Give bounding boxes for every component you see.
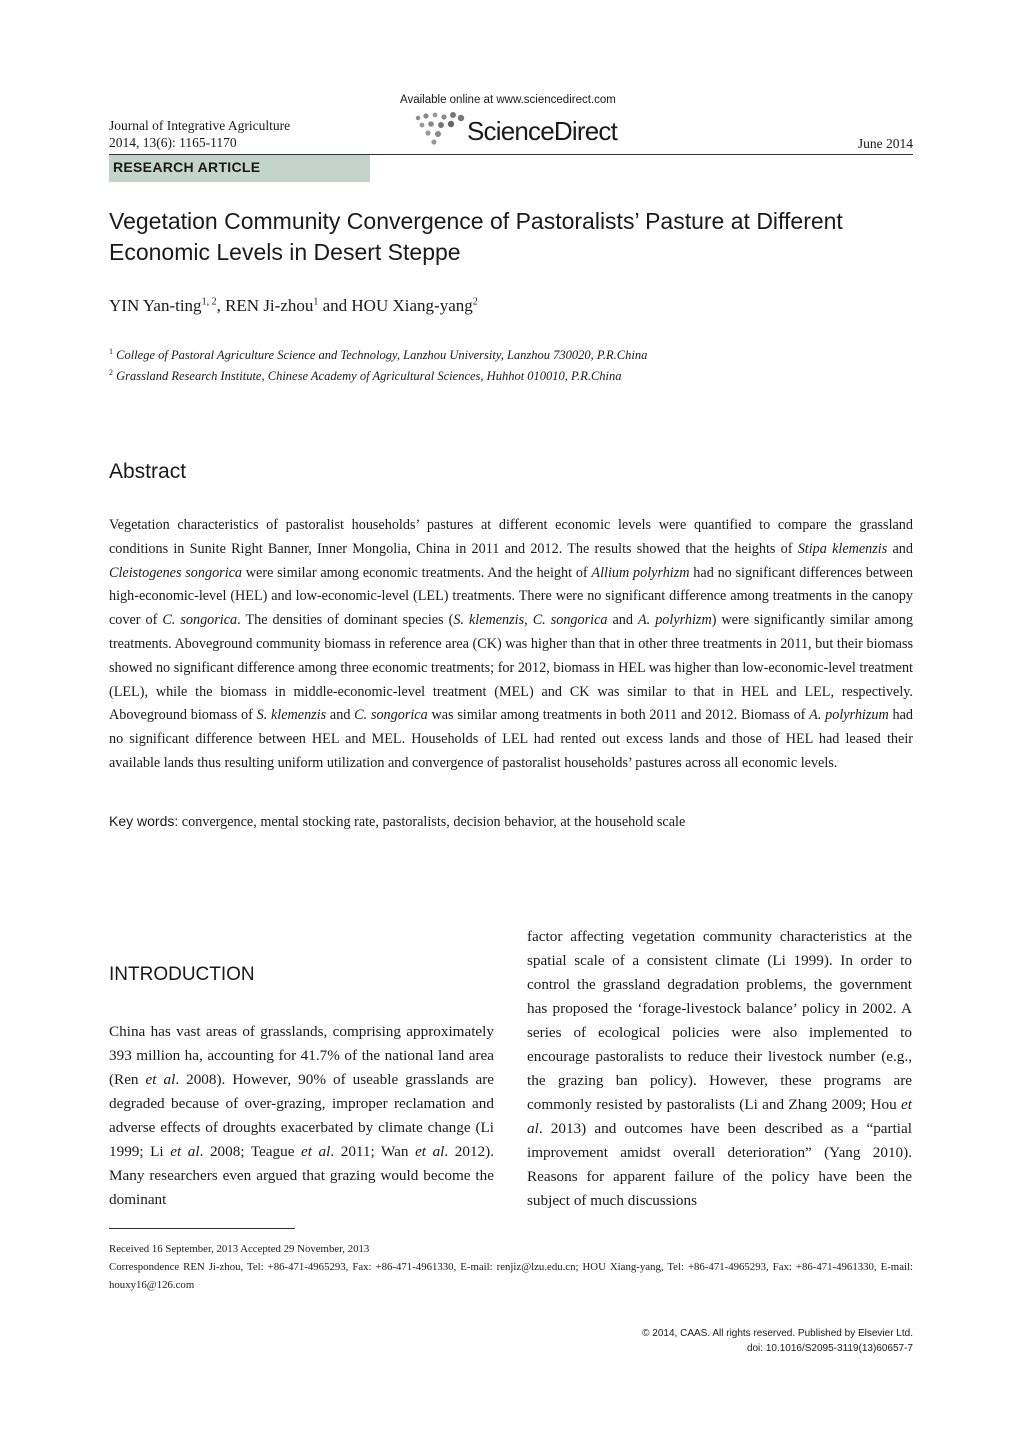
- species-name: C. songorica: [162, 612, 238, 629]
- body-text: factor affecting vegetation community characteristics at the spatial scale of a consistent climate (Li 1999). In order to control the grassland degradation problems, the government has proposed the ‘forage-livestock balance’ policy in 2002. A series of ecological policies were also implemented to encourage pastoralists to reduce their livestock number (e.g., the grazing ban policy). However, these programs are commonly resisted by pastoralists (Li and Zhang 2009; Hou: [527, 928, 912, 1113]
- abstract-paragraph: [109, 514, 913, 776]
- affiliation-text: Grassland Research Institute, Chinese Academy of Agricultural Sciences, Huhhot 010010, P.R.China: [116, 369, 622, 384]
- correspondence-info: Correspondence REN Ji-zhou, Tel: +86-471-4965293, Fax: +86-471-4961330, E-mail: renjiz@lzu.edu.cn; HOU Xiang-yang, Tel: +86-471-4965293, Fax: +86-471-4961330, E-mail: houxy16@126.com: [109, 1261, 913, 1291]
- affiliation-text: College of Pastoral Agriculture Science and Technology, Lanzhou University, Lanzhou 730020, P.R.China: [116, 348, 648, 363]
- keywords: [109, 813, 913, 831]
- author-name: YIN Yan-ting: [109, 296, 202, 315]
- body-text: . 2008; Teague: [199, 1143, 302, 1160]
- body-text: . 2013) and outcomes have been described as a “partial improvement amidst overall deterioration” (Yang 2010). Reasons for apparent failure of the policy have been the subject of much discussions: [527, 1120, 912, 1209]
- sciencedirect-logo: [413, 112, 628, 148]
- article-title: Vegetation Community Convergence of Pastoralists’ Pasture at Different Economic Levels in Desert Steppe: [109, 208, 843, 265]
- received-dates: Received 16 September, 2013 Accepted 29 November, 2013: [109, 1243, 370, 1255]
- author-separator: ,: [216, 296, 226, 315]
- species-name: S. klemenzis: [256, 707, 327, 724]
- species-name: C. songorica: [354, 707, 428, 724]
- body-paragraph: [527, 925, 912, 1213]
- author-conjunction: and: [318, 296, 352, 315]
- affiliation: [109, 347, 647, 363]
- body-column-left: [109, 1020, 494, 1212]
- abstract-text: ) were significantly similar among treatments. Aboveground community biomass in reference area (CK) was higher than that in other three treatments in 2011, but their biomass showed no significant difference among three economic treatments; for 2012, biomass in HEL was higher than low-economic-level treatment (LEL), while the biomass in middle-economic-level treatment (MEL) and CK was similar to that in HEL and LEL, respectively. Aboveground biomass of: [109, 612, 913, 724]
- abstract-text: and: [887, 540, 913, 557]
- citation-etal: et al: [145, 1071, 176, 1088]
- body-text: . 2012). Many researchers even argued that grazing would become the dominant: [109, 1143, 494, 1208]
- journal-volume: 2014, 13(6): 1165-1170: [109, 135, 237, 150]
- article-type-banner: [109, 155, 370, 182]
- species-name: A. polyrhizm: [637, 612, 712, 629]
- body-text: China has vast areas of grasslands, comprising approximately 393 million ha, accounting for 41.7% of the national land area (Ren: [109, 1023, 494, 1088]
- introduction-heading: INTRODUCTION: [109, 964, 255, 985]
- affiliation-mark: 2: [109, 368, 113, 377]
- journal-name: Journal of Integrative Agriculture: [109, 118, 291, 133]
- abstract-text: Vegetation characteristics of pastoralist households’ pastures at different economic levels were quantified to compare the grassland conditions in Sunite Right Banner, Inner Mongolia, China in 2011 and 2012. The results showed that the heights of: [109, 517, 913, 557]
- species-name: Cleistogenes songorica: [109, 564, 243, 581]
- body-text: . 2011; Wan: [330, 1143, 416, 1160]
- author-affiliation-mark: 2: [472, 296, 478, 308]
- citation-etal: et al: [415, 1143, 445, 1160]
- article-type-label: RESEARCH ARTICLE: [113, 159, 261, 175]
- affiliation: [109, 368, 622, 384]
- body-text: . 2008). However, 90% of useable grasslands are degraded because of over-grazing, improper reclamation and adverse effects of droughts exacerbated by climate change (Li 1999; Li: [109, 1071, 495, 1160]
- copyright-notice: © 2014, CAAS. All rights reserved. Published by Elsevier Ltd.: [642, 1328, 913, 1339]
- species-name: Allium polyrhizm: [591, 564, 690, 581]
- abstract-text: and: [326, 707, 355, 724]
- abstract-text: and: [607, 612, 638, 629]
- citation-etal: et al: [301, 1143, 331, 1160]
- issue-date: June 2014: [857, 136, 913, 151]
- body-column-right: [527, 925, 912, 1213]
- journal-info: [109, 117, 290, 151]
- available-online-text: Available online at www.sciencedirect.com: [400, 94, 616, 106]
- sciencedirect-dots-icon: [413, 112, 469, 146]
- doi: doi: 10.1016/S2095-3119(13)60657-7: [746, 1343, 913, 1354]
- abstract-text: had no significant difference between HEL and MEL. Households of LEL had rented out excess lands and those of HEL had leased their available lands thus resulting uniform utilization and convergence of pastoralist households’ pastures across all economic levels.: [109, 707, 913, 771]
- species-name: A. polyrhizum: [809, 707, 889, 724]
- citation-etal: et al: [527, 1096, 912, 1137]
- abstract-body: [109, 514, 913, 776]
- keywords-text: convergence, mental stocking rate, pastoralists, decision behavior, at the household scale: [178, 814, 686, 830]
- author-affiliation-mark: 1: [313, 296, 319, 308]
- keywords-label: Key words:: [109, 813, 179, 829]
- author-name: HOU Xiang-yang: [351, 296, 473, 315]
- affiliation-mark: 1: [109, 347, 113, 356]
- abstract-heading: Abstract: [109, 460, 187, 483]
- author-affiliation-mark: 1, 2: [201, 296, 217, 308]
- species-name: Stipa klemenzis: [797, 540, 888, 557]
- logo-wordmark: ScienceDirect: [467, 116, 617, 146]
- abstract-text: was similar among treatments in both 2011 and 2012. Biomass of: [427, 707, 810, 724]
- author-list: [109, 296, 478, 316]
- citation-etal: et al: [170, 1143, 200, 1160]
- species-name: C. songorica: [532, 612, 608, 629]
- body-paragraph: [109, 1020, 494, 1212]
- abstract-text: ,: [524, 612, 533, 629]
- abstract-text: had no significant differences between high-economic-level (HEL) and low-economic-level (LEL) treatments. There were no significant difference among treatments in the canopy cover of: [109, 564, 913, 629]
- species-name: S. klemenzis: [453, 612, 525, 629]
- abstract-text: . The densities of dominant species (: [237, 612, 454, 629]
- footnote-divider: [109, 1228, 295, 1229]
- abstract-text: were similar among economic treatments. And the height of: [242, 564, 592, 581]
- author-name: REN Ji-zhou: [225, 296, 314, 315]
